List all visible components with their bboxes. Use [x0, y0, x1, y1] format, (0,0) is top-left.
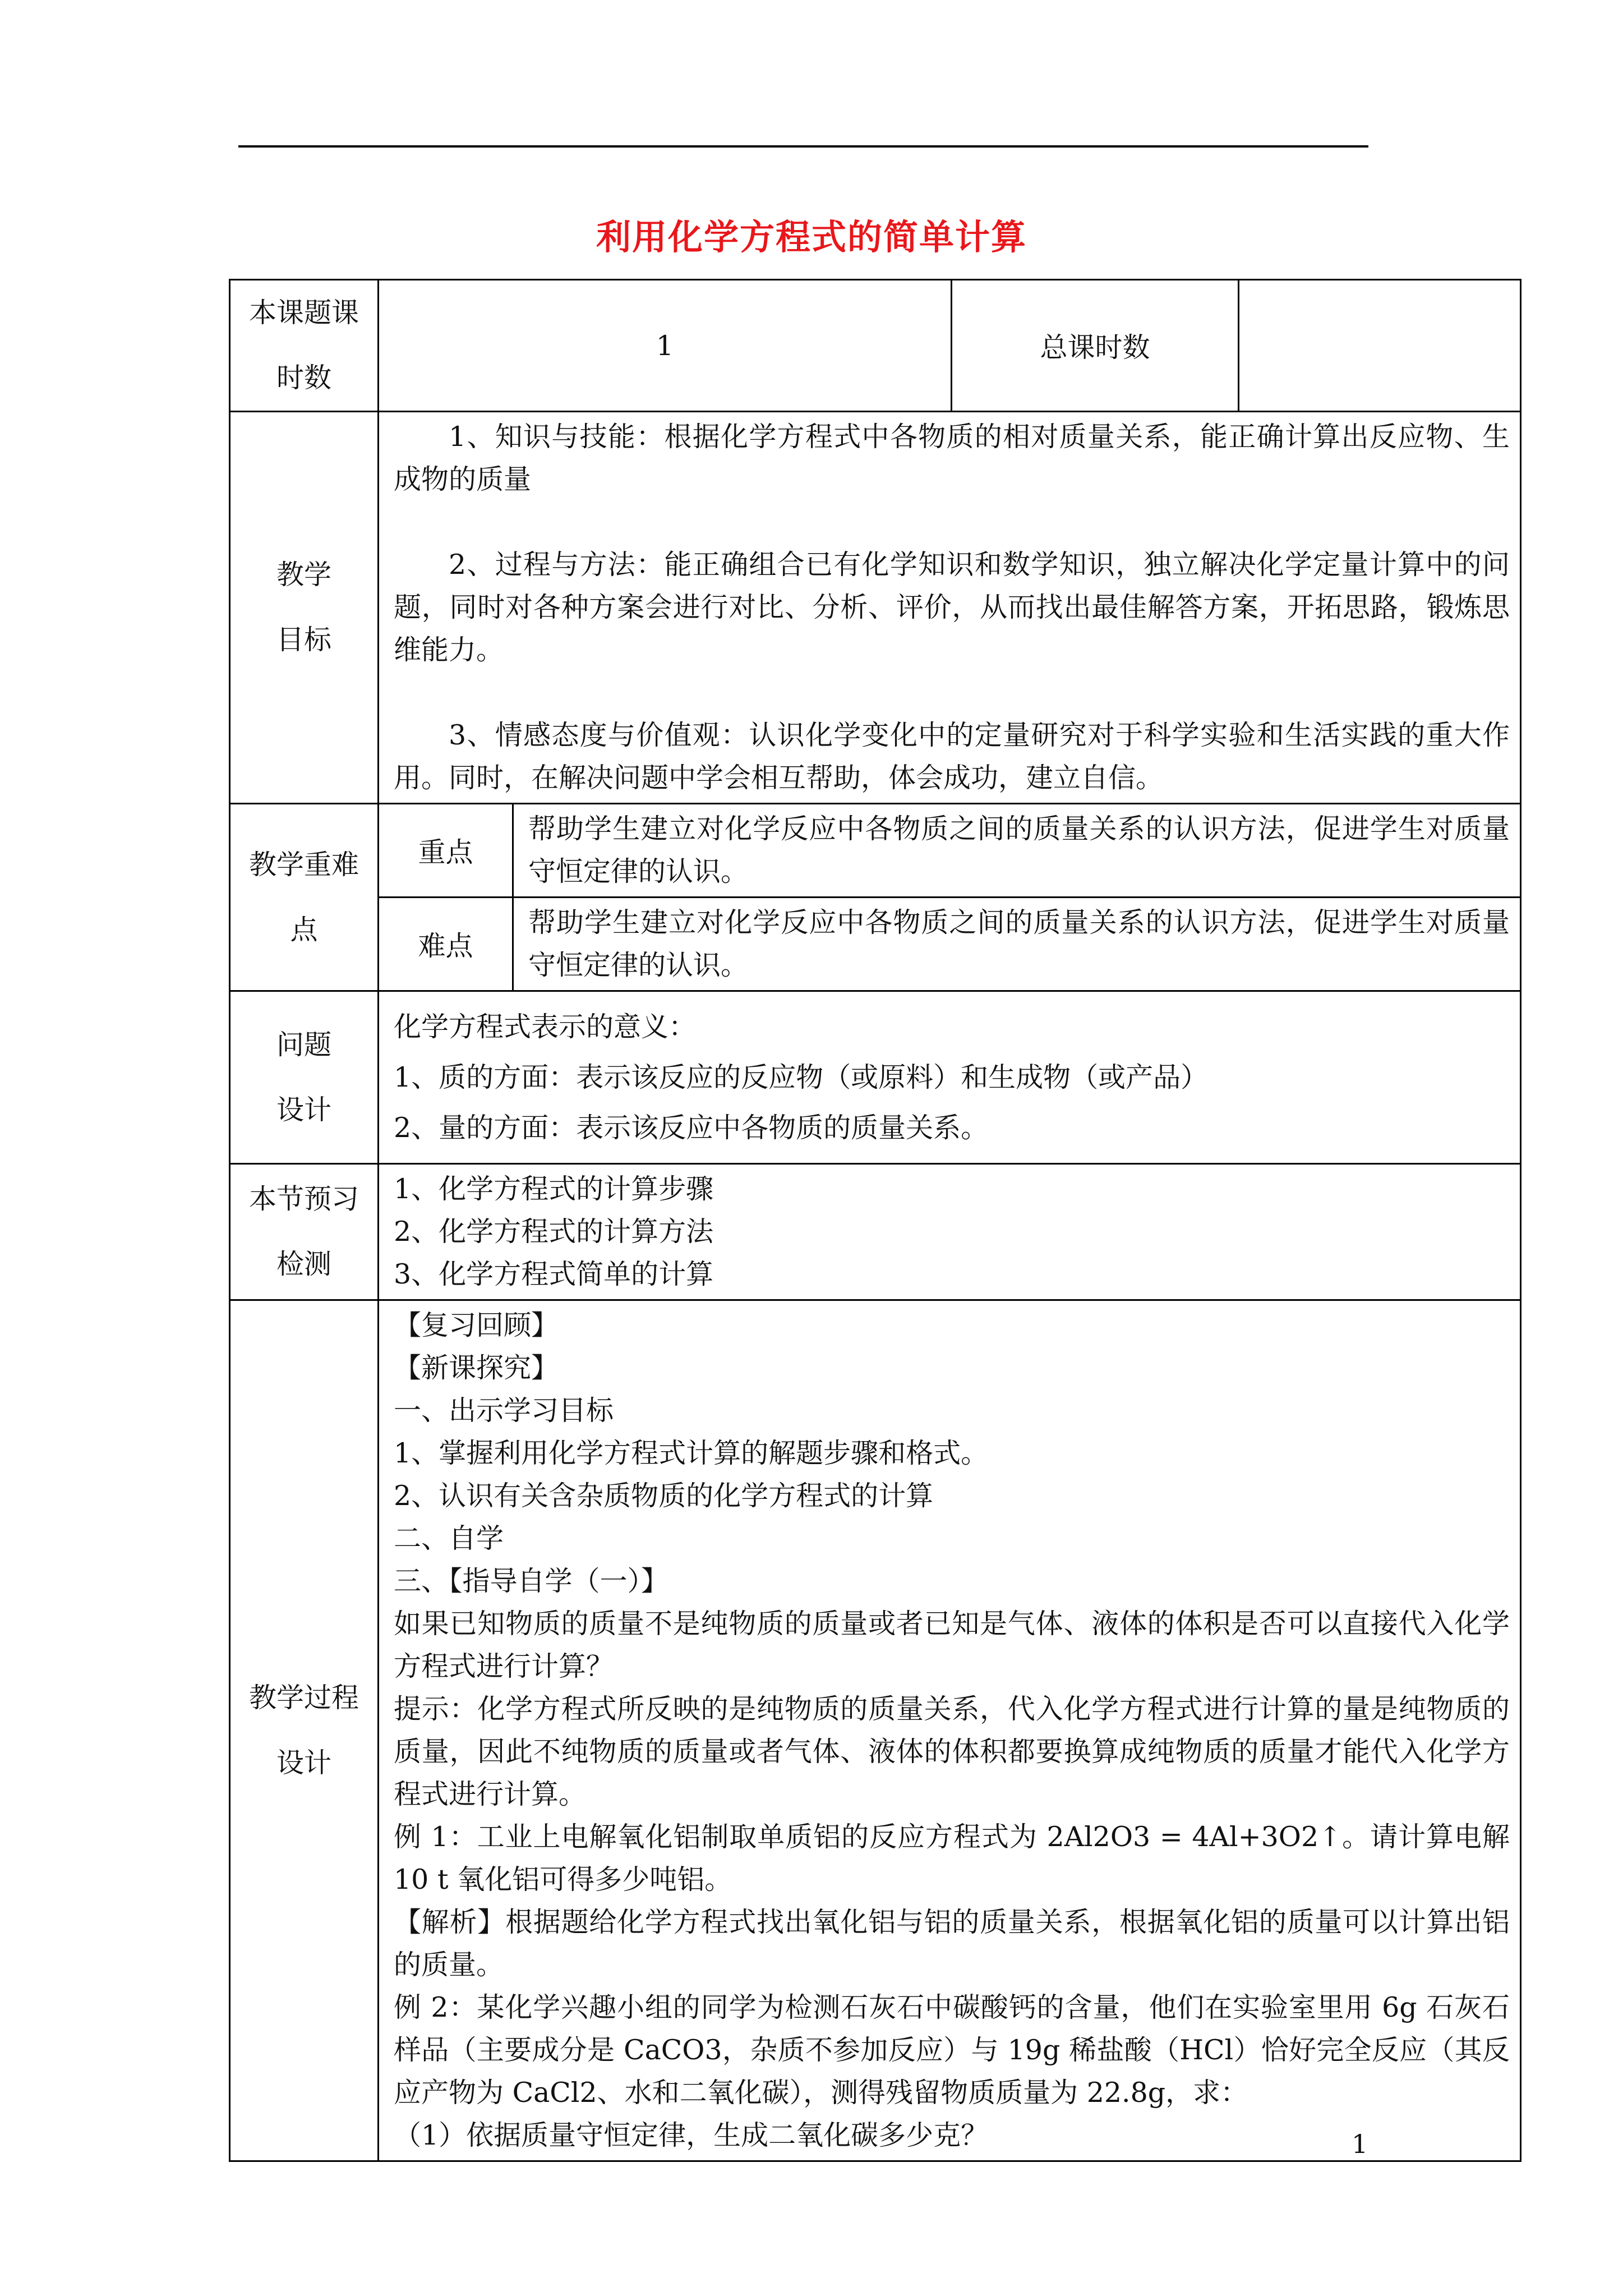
difficulty-text: 帮助学生建立对化学反应中各物质之间的质量关系的认识方法，促进学生对质量守恒定律的认识。	[513, 898, 1521, 991]
process-line: 一、出示学习目标	[394, 1395, 614, 1427]
label-process-line1: 教学过程	[248, 1682, 359, 1714]
row-process	[230, 1300, 1521, 2161]
label-lesson-hours-line2: 时数	[276, 362, 331, 394]
lesson-plan-table	[229, 279, 1521, 2162]
process-line: 二、自学	[394, 1522, 504, 1554]
label-lesson-hours	[230, 280, 379, 412]
label-key-difficult	[230, 804, 379, 991]
label-process	[230, 1300, 379, 2161]
preview-content	[379, 1164, 1521, 1300]
label-preview-line2: 检测	[276, 1248, 331, 1280]
row-preview	[230, 1164, 1521, 1300]
header-rule	[238, 145, 1368, 148]
total-hours-label: 总课时数	[952, 280, 1239, 412]
focus-text: 帮助学生建立对化学反应中各物质之间的质量关系的认识方法，促进学生对质量守恒定律的认识。	[513, 804, 1521, 898]
label-focus: 重点	[379, 804, 513, 898]
row-key-point	[230, 804, 1521, 898]
page-number: 1	[1352, 2129, 1368, 2159]
label-key-difficult-line1: 教学重难	[248, 848, 359, 881]
row-objectives	[230, 412, 1521, 804]
total-hours-value	[1239, 280, 1521, 412]
process-line: 提示：化学方程式所反映的是纯物质的质量关系，代入化学方程式进行计算的量是纯物质的质量，因此不纯物质的质量或者气体、液体的体积都要换算成纯物质的质量才能代入化学方程式进行计算。	[394, 1693, 1510, 1810]
process-line: 如果已知物质的质量不是纯物质的质量或者已知是气体、液体的体积是否可以直接代入化学方程式进行计算？	[394, 1608, 1510, 1682]
label-questions-line2: 设计	[276, 1093, 331, 1126]
process-line: 例 1：工业上电解氧化铝制取单质铝的反应方程式为 2Al2O3 = 4Al+3O2↑。请计算电解 10 t 氧化铝可得多少吨铝。	[394, 1821, 1510, 1895]
row-questions	[230, 991, 1521, 1164]
label-objectives-line2: 目标	[276, 624, 331, 656]
label-objectives	[230, 412, 379, 804]
process-line: 三、【指导自学（一）】	[394, 1565, 669, 1597]
question-line: 化学方程式表示的意义：	[394, 1010, 697, 1043]
label-process-line2: 设计	[276, 1747, 331, 1779]
process-content	[379, 1300, 1521, 2161]
row-difficulty	[230, 898, 1521, 991]
preview-line: 3、化学方程式简单的计算	[394, 1258, 714, 1290]
label-preview-line1: 本节预习	[248, 1183, 359, 1215]
process-line: 例 2：某化学兴趣小组的同学为检测石灰石中碳酸钙的含量，他们在实验室里用 6g 石灰石样品（主要成分是 CaCO3，杂质不参加反应）与 19g 稀盐酸（HCl）恰好完全反应（其反应产物为 CaCl2、水和二氧化碳），测得残留物质质量为 22.8g，求：	[394, 1991, 1510, 2109]
process-line: 【解析】根据题给化学方程式找出氧化铝与铝的质量关系，根据氧化铝的质量可以计算出铝的质量。	[394, 1906, 1510, 1981]
objective-attitude: 3、情感态度与价值观：认识化学变化中的定量研究对于科学实验和生活实践的重大作用。同时，在解决问题中学会相互帮助，体会成功，建立自信。	[394, 719, 1510, 794]
lesson-hours-value: 1	[379, 280, 952, 412]
process-line: （1）依据质量守恒定律，生成二氧化碳多少克？	[394, 2119, 989, 2151]
questions-content	[379, 991, 1521, 1164]
process-line: 【新课探究】	[394, 1352, 559, 1384]
label-difficulty: 难点	[379, 898, 513, 991]
label-key-difficult-line2: 点	[290, 913, 318, 946]
label-objectives-line1: 教学	[276, 559, 331, 591]
question-line: 1、质的方面：表示该反应的反应物（或原料）和生成物（或产品）	[394, 1061, 1209, 1093]
label-questions-line1: 问题	[276, 1028, 331, 1061]
document-title: 利用化学方程式的简单计算	[596, 217, 1027, 257]
process-line: 1、掌握利用化学方程式计算的解题步骤和格式。	[394, 1437, 989, 1469]
row-lesson-hours	[230, 280, 1521, 412]
label-lesson-hours-line1: 本课题课	[248, 297, 359, 329]
preview-line: 2、化学方程式的计算方法	[394, 1216, 714, 1248]
label-preview	[230, 1164, 379, 1300]
objective-process: 2、过程与方法：能正确组合已有化学知识和数学知识，独立解决化学定量计算中的问题，同时对各种方案会进行对比、分析、评价，从而找出最佳解答方案，开拓思路，锻炼思维能力。	[394, 549, 1510, 666]
objective-knowledge: 1、知识与技能：根据化学方程式中各物质的相对质量关系，能正确计算出反应物、生成物的质量	[394, 421, 1510, 495]
preview-line: 1、化学方程式的计算步骤	[394, 1173, 714, 1205]
objectives-content	[379, 412, 1521, 804]
process-line: 【复习回顾】	[394, 1309, 559, 1341]
question-line: 2、量的方面：表示该反应中各物质的质量关系。	[394, 1111, 989, 1144]
label-questions	[230, 991, 379, 1164]
process-line: 2、认识有关含杂质物质的化学方程式的计算	[394, 1480, 934, 1512]
